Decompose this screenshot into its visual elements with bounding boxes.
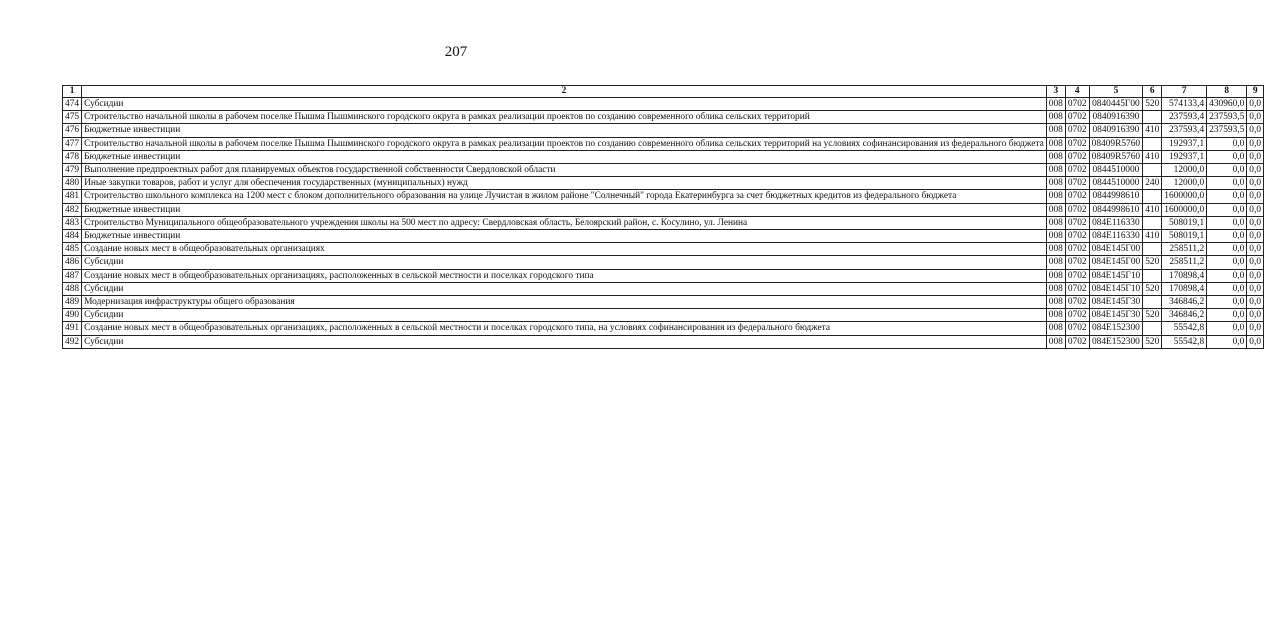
row-description: Субсидии bbox=[82, 256, 1047, 269]
table-row bbox=[63, 137, 1264, 150]
amount-col8: 0,0 bbox=[1207, 296, 1247, 309]
section-code: 0702 bbox=[1065, 177, 1089, 190]
ministry-code: 008 bbox=[1046, 150, 1065, 163]
amount-col7: 237593,4 bbox=[1162, 111, 1207, 124]
row-description: Субсидии bbox=[82, 98, 1047, 111]
amount-col9: 0,0 bbox=[1247, 150, 1264, 163]
row-description: Создание новых мест в общеобразовательных организациях, расположенных в сельской местности и поселках городского типа bbox=[82, 269, 1047, 282]
amount-col8: 0,0 bbox=[1207, 243, 1247, 256]
expense-type-code bbox=[1143, 111, 1162, 124]
amount-col8: 430960,0 bbox=[1207, 98, 1247, 111]
ministry-code: 008 bbox=[1046, 98, 1065, 111]
ministry-code: 008 bbox=[1046, 230, 1065, 243]
ministry-code: 008 bbox=[1046, 164, 1065, 177]
row-number: 489 bbox=[63, 296, 82, 309]
target-article-code: 084E145Г30 bbox=[1089, 309, 1143, 322]
amount-col8: 0,0 bbox=[1207, 282, 1247, 295]
ministry-code: 008 bbox=[1046, 243, 1065, 256]
ministry-code: 008 bbox=[1046, 137, 1065, 150]
table-row bbox=[63, 124, 1264, 137]
header-cell: 8 bbox=[1207, 86, 1247, 98]
amount-col8: 237593,5 bbox=[1207, 111, 1247, 124]
amount-col7: 346846,2 bbox=[1162, 296, 1207, 309]
amount-col7: 192937,1 bbox=[1162, 137, 1207, 150]
amount-col7: 1600000,0 bbox=[1162, 203, 1207, 216]
ministry-code: 008 bbox=[1046, 111, 1065, 124]
amount-col9: 0,0 bbox=[1247, 269, 1264, 282]
row-description: Строительство Муниципального общеобразовательного учреждения школы на 500 мест по адресу: Свердловская область, Белоярский район, с. Косулино, ул. Ленина bbox=[82, 216, 1047, 229]
section-code: 0702 bbox=[1065, 243, 1089, 256]
expense-type-code bbox=[1143, 269, 1162, 282]
ministry-code: 008 bbox=[1046, 177, 1065, 190]
row-number: 486 bbox=[63, 256, 82, 269]
expense-type-code bbox=[1143, 164, 1162, 177]
table-row bbox=[63, 150, 1264, 163]
amount-col8: 0,0 bbox=[1207, 164, 1247, 177]
amount-col9: 0,0 bbox=[1247, 335, 1264, 348]
section-code: 0702 bbox=[1065, 269, 1089, 282]
section-code: 0702 bbox=[1065, 164, 1089, 177]
amount-col9: 0,0 bbox=[1247, 137, 1264, 150]
expense-type-code bbox=[1143, 243, 1162, 256]
row-number: 484 bbox=[63, 230, 82, 243]
amount-col7: 237593,4 bbox=[1162, 124, 1207, 137]
target-article-code: 084E145Г30 bbox=[1089, 296, 1143, 309]
page-number: 207 bbox=[444, 44, 468, 60]
amount-col9: 0,0 bbox=[1247, 230, 1264, 243]
row-number: 483 bbox=[63, 216, 82, 229]
target-article-code: 084E116330 bbox=[1089, 216, 1143, 229]
amount-col8: 237593,5 bbox=[1207, 124, 1247, 137]
section-code: 0702 bbox=[1065, 256, 1089, 269]
target-article-code: 084E145Г10 bbox=[1089, 269, 1143, 282]
section-code: 0702 bbox=[1065, 111, 1089, 124]
row-description: Строительство школьного комплекса на 1200 мест с блоком дополнительного образования на улице Лучистая в жилом районе "Солнечный" города Екатеринбурга за счет бюджетных кредитов из федерального бюджета bbox=[82, 190, 1047, 203]
target-article-code: 0844510000 bbox=[1089, 164, 1143, 177]
row-description: Субсидии bbox=[82, 309, 1047, 322]
amount-col8: 0,0 bbox=[1207, 216, 1247, 229]
row-description: Создание новых мест в общеобразовательных организациях bbox=[82, 243, 1047, 256]
amount-col9: 0,0 bbox=[1247, 124, 1264, 137]
table-row bbox=[63, 335, 1264, 348]
expense-type-code bbox=[1143, 322, 1162, 335]
amount-col9: 0,0 bbox=[1247, 111, 1264, 124]
row-number: 476 bbox=[63, 124, 82, 137]
section-code: 0702 bbox=[1065, 335, 1089, 348]
expense-type-code: 520 bbox=[1143, 256, 1162, 269]
row-description: Создание новых мест в общеобразовательных организациях, расположенных в сельской местности и поселках городского типа, на условиях софинансирования из федерального бюджета bbox=[82, 322, 1047, 335]
target-article-code: 084E152300 bbox=[1089, 335, 1143, 348]
budget-table bbox=[62, 85, 1264, 349]
target-article-code: 084E152300 bbox=[1089, 322, 1143, 335]
amount-col7: 574133,4 bbox=[1162, 98, 1207, 111]
row-description: Бюджетные инвестиции bbox=[82, 203, 1047, 216]
section-code: 0702 bbox=[1065, 203, 1089, 216]
ministry-code: 008 bbox=[1046, 190, 1065, 203]
expense-type-code bbox=[1143, 137, 1162, 150]
amount-col8: 0,0 bbox=[1207, 309, 1247, 322]
amount-col7: 1600000,0 bbox=[1162, 190, 1207, 203]
amount-col8: 0,0 bbox=[1207, 190, 1247, 203]
section-code: 0702 bbox=[1065, 322, 1089, 335]
section-code: 0702 bbox=[1065, 137, 1089, 150]
amount-col9: 0,0 bbox=[1247, 243, 1264, 256]
amount-col8: 0,0 bbox=[1207, 230, 1247, 243]
table-row bbox=[63, 243, 1264, 256]
amount-col9: 0,0 bbox=[1247, 98, 1264, 111]
amount-col7: 55542,8 bbox=[1162, 322, 1207, 335]
amount-col7: 508019,1 bbox=[1162, 216, 1207, 229]
row-number: 492 bbox=[63, 335, 82, 348]
table-row bbox=[63, 322, 1264, 335]
amount-col9: 0,0 bbox=[1247, 203, 1264, 216]
table-row bbox=[63, 164, 1264, 177]
row-number: 490 bbox=[63, 309, 82, 322]
table-row bbox=[63, 309, 1264, 322]
section-code: 0702 bbox=[1065, 296, 1089, 309]
table-row bbox=[63, 269, 1264, 282]
row-number: 478 bbox=[63, 150, 82, 163]
ministry-code: 008 bbox=[1046, 124, 1065, 137]
amount-col9: 0,0 bbox=[1247, 190, 1264, 203]
target-article-code: 08409R5760 bbox=[1089, 150, 1143, 163]
amount-col9: 0,0 bbox=[1247, 164, 1264, 177]
row-description: Субсидии bbox=[82, 282, 1047, 295]
target-article-code: 084E145Г00 bbox=[1089, 243, 1143, 256]
header-cell: 6 bbox=[1143, 86, 1162, 98]
section-code: 0702 bbox=[1065, 98, 1089, 111]
amount-col9: 0,0 bbox=[1247, 282, 1264, 295]
row-description: Выполнение предпроектных работ для планируемых объектов государственной собственности Свердловской области bbox=[82, 164, 1047, 177]
amount-col7: 170898,4 bbox=[1162, 282, 1207, 295]
amount-col8: 0,0 bbox=[1207, 150, 1247, 163]
amount-col8: 0,0 bbox=[1207, 256, 1247, 269]
header-cell: 1 bbox=[63, 86, 82, 98]
section-code: 0702 bbox=[1065, 190, 1089, 203]
amount-col7: 508019,1 bbox=[1162, 230, 1207, 243]
row-number: 475 bbox=[63, 111, 82, 124]
section-code: 0702 bbox=[1065, 150, 1089, 163]
amount-col7: 258511,2 bbox=[1162, 256, 1207, 269]
expense-type-code bbox=[1143, 216, 1162, 229]
target-article-code: 0840916390 bbox=[1089, 124, 1143, 137]
table-row bbox=[63, 230, 1264, 243]
row-description: Модернизация инфраструктуры общего образования bbox=[82, 296, 1047, 309]
expense-type-code: 240 bbox=[1143, 177, 1162, 190]
target-article-code: 0844998610 bbox=[1089, 203, 1143, 216]
expense-type-code: 410 bbox=[1143, 230, 1162, 243]
section-code: 0702 bbox=[1065, 230, 1089, 243]
row-number: 474 bbox=[63, 98, 82, 111]
row-number: 480 bbox=[63, 177, 82, 190]
header-row bbox=[63, 86, 1264, 98]
target-article-code: 08409R5760 bbox=[1089, 137, 1143, 150]
amount-col8: 0,0 bbox=[1207, 177, 1247, 190]
ministry-code: 008 bbox=[1046, 256, 1065, 269]
expense-type-code bbox=[1143, 190, 1162, 203]
amount-col7: 170898,4 bbox=[1162, 269, 1207, 282]
ministry-code: 008 bbox=[1046, 309, 1065, 322]
header-cell: 3 bbox=[1046, 86, 1065, 98]
amount-col7: 192937,1 bbox=[1162, 150, 1207, 163]
amount-col7: 346846,2 bbox=[1162, 309, 1207, 322]
header-cell: 4 bbox=[1065, 86, 1089, 98]
ministry-code: 008 bbox=[1046, 216, 1065, 229]
amount-col7: 55542,8 bbox=[1162, 335, 1207, 348]
row-number: 479 bbox=[63, 164, 82, 177]
header-cell: 9 bbox=[1247, 86, 1264, 98]
row-description: Бюджетные инвестиции bbox=[82, 150, 1047, 163]
header-cell: 7 bbox=[1162, 86, 1207, 98]
amount-col8: 0,0 bbox=[1207, 269, 1247, 282]
amount-col9: 0,0 bbox=[1247, 177, 1264, 190]
row-description: Строительство начальной школы в рабочем поселке Пышма Пышминского городского округа в рамках реализации проектов по созданию современного облика сельских территорий на условиях софинансирования из федерального бюджета bbox=[82, 137, 1047, 150]
table-row bbox=[63, 190, 1264, 203]
expense-type-code: 520 bbox=[1143, 98, 1162, 111]
expense-type-code: 410 bbox=[1143, 203, 1162, 216]
table-row bbox=[63, 256, 1264, 269]
amount-col7: 12000,0 bbox=[1162, 164, 1207, 177]
target-article-code: 084E116330 bbox=[1089, 230, 1143, 243]
expense-type-code: 520 bbox=[1143, 282, 1162, 295]
amount-col9: 0,0 bbox=[1247, 296, 1264, 309]
table-row bbox=[63, 111, 1264, 124]
target-article-code: 084E145Г00 bbox=[1089, 256, 1143, 269]
section-code: 0702 bbox=[1065, 124, 1089, 137]
table-row bbox=[63, 177, 1264, 190]
amount-col9: 0,0 bbox=[1247, 256, 1264, 269]
table-row bbox=[63, 203, 1264, 216]
expense-type-code: 520 bbox=[1143, 335, 1162, 348]
table-row bbox=[63, 216, 1264, 229]
row-number: 481 bbox=[63, 190, 82, 203]
ministry-code: 008 bbox=[1046, 269, 1065, 282]
ministry-code: 008 bbox=[1046, 322, 1065, 335]
table-row bbox=[63, 282, 1264, 295]
ministry-code: 008 bbox=[1046, 296, 1065, 309]
row-description: Бюджетные инвестиции bbox=[82, 230, 1047, 243]
row-description: Строительство начальной школы в рабочем поселке Пышма Пышминского городского округа в рамках реализации проектов по созданию современного облика сельских территорий bbox=[82, 111, 1047, 124]
row-number: 491 bbox=[63, 322, 82, 335]
amount-col9: 0,0 bbox=[1247, 322, 1264, 335]
row-description: Иные закупки товаров, работ и услуг для обеспечения государственных (муниципальных) нужд bbox=[82, 177, 1047, 190]
row-number: 488 bbox=[63, 282, 82, 295]
target-article-code: 0844510000 bbox=[1089, 177, 1143, 190]
ministry-code: 008 bbox=[1046, 335, 1065, 348]
row-number: 482 bbox=[63, 203, 82, 216]
target-article-code: 084E145Г10 bbox=[1089, 282, 1143, 295]
amount-col9: 0,0 bbox=[1247, 216, 1264, 229]
row-number: 485 bbox=[63, 243, 82, 256]
ministry-code: 008 bbox=[1046, 282, 1065, 295]
section-code: 0702 bbox=[1065, 282, 1089, 295]
amount-col8: 0,0 bbox=[1207, 203, 1247, 216]
table-body bbox=[63, 98, 1264, 349]
table-row bbox=[63, 296, 1264, 309]
expense-type-code: 520 bbox=[1143, 309, 1162, 322]
amount-col9: 0,0 bbox=[1247, 309, 1264, 322]
target-article-code: 0844998610 bbox=[1089, 190, 1143, 203]
header-cell: 2 bbox=[82, 86, 1047, 98]
table-row bbox=[63, 98, 1264, 111]
section-code: 0702 bbox=[1065, 216, 1089, 229]
amount-col8: 0,0 bbox=[1207, 335, 1247, 348]
target-article-code: 0840916390 bbox=[1089, 111, 1143, 124]
row-description: Бюджетные инвестиции bbox=[82, 124, 1047, 137]
amount-col7: 12000,0 bbox=[1162, 177, 1207, 190]
row-number: 477 bbox=[63, 137, 82, 150]
header-cell: 5 bbox=[1089, 86, 1143, 98]
target-article-code: 0840445Г00 bbox=[1089, 98, 1143, 111]
expense-type-code: 410 bbox=[1143, 150, 1162, 163]
row-number: 487 bbox=[63, 269, 82, 282]
amount-col8: 0,0 bbox=[1207, 322, 1247, 335]
row-description: Субсидии bbox=[82, 335, 1047, 348]
ministry-code: 008 bbox=[1046, 203, 1065, 216]
expense-type-code: 410 bbox=[1143, 124, 1162, 137]
amount-col7: 258511,2 bbox=[1162, 243, 1207, 256]
expense-type-code bbox=[1143, 296, 1162, 309]
amount-col8: 0,0 bbox=[1207, 137, 1247, 150]
section-code: 0702 bbox=[1065, 309, 1089, 322]
